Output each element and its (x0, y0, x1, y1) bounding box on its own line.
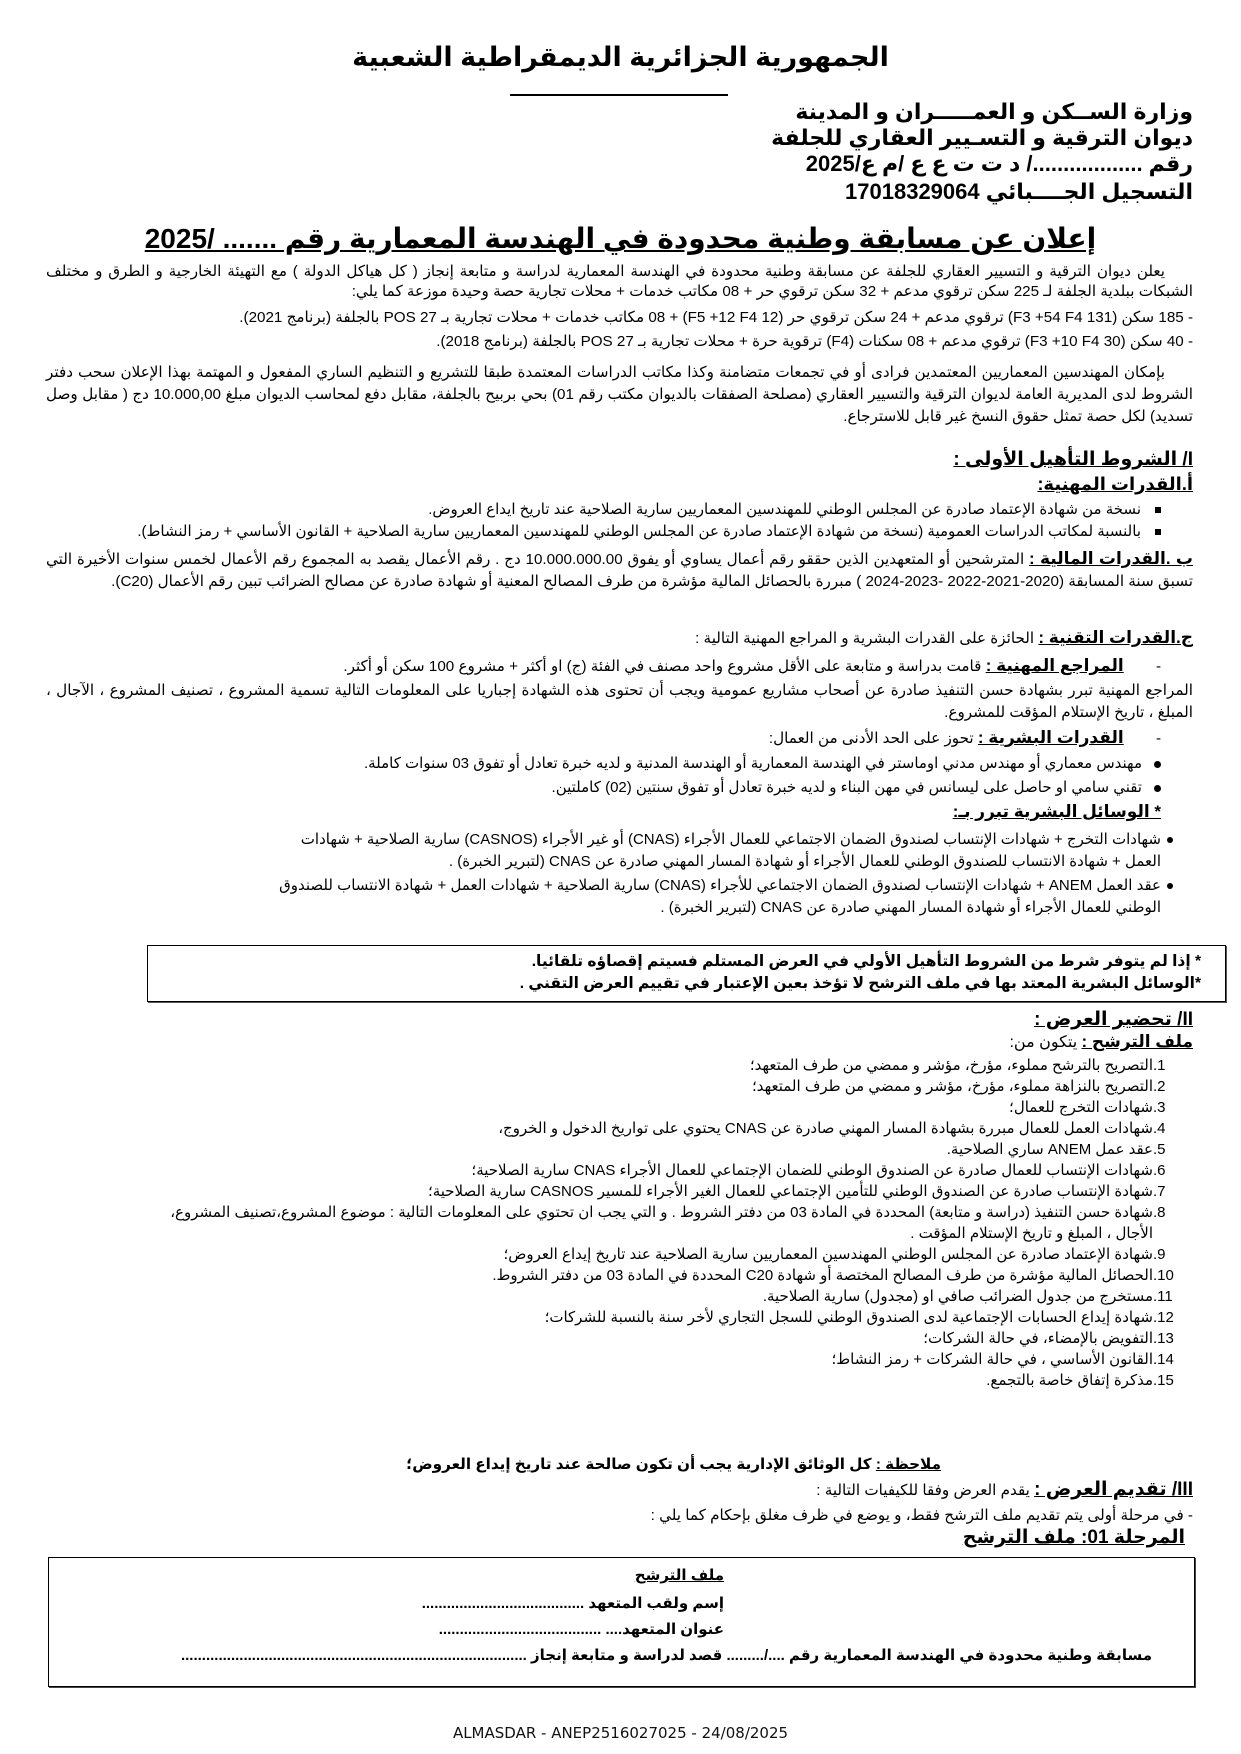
human-capacity-text: تحوز على الحد الأدنى من العمال: (768, 730, 974, 747)
document-item (545, 1308, 1193, 1327)
financial-capacity-text: المترشحين أو المتعهدين الذين حققو رقم أعمال يساوي أو يفوق 10.000.000.00 دج . رقم الأعمال يقصد به المجموع رقم الأعمال لخمس سنوات الأخيرة التي تسبق سنة المسابقة (2020-2021-2022 -2023-2024 ) مبررة بالحصائل المالية مؤشرة من طرف المصالح المعنية أو شهادة صادرة عن مصالح الضرائب تبين رقم الأعمال (C20). (46, 551, 1193, 590)
document-item (471, 1161, 1193, 1180)
square-bullet-icon (1155, 529, 1161, 535)
envelope-title: ملف الترشح (634, 1567, 724, 1584)
square-bullet-icon (1155, 507, 1161, 513)
document-item (750, 1056, 1193, 1075)
bullet-icon (1154, 785, 1161, 792)
item-number: 9. (1153, 1246, 1166, 1263)
item-number: 5. (1153, 1141, 1166, 1158)
document-item (492, 1266, 1193, 1285)
lot-item: - 40 سكن (30 F3 +10 F4) ترقوي مدعم + 08 سكنات (F4) ترقوية حرة + محلات تجارية بـ 27 POS بالجلفة (برنامج 2018). (436, 333, 1193, 350)
human-capacity-heading: القدرات البشرية : (977, 728, 1124, 747)
republic-heading: الجمهورية الجزائرية الديمقراطية الشعبية (352, 42, 889, 72)
item-number: 4. (1153, 1120, 1166, 1137)
item-number: 15. (1153, 1372, 1174, 1389)
envelope-name-line: إسم ولقب المتعهد ....................................... (421, 1595, 724, 1612)
item-text: شهادة إيداع الحسابات الإجتماعية لدى الصندوق الوطني للسجل التجاري لأخر سنة بالنسبة للشركات؛ (544, 1309, 1153, 1326)
note-label: ملاحظة : (875, 1456, 941, 1473)
item-text: مستخرج من جدول الضرائب صافي او (مجدول) سارية الصلاحية. (762, 1288, 1153, 1305)
item-number: 2. (1153, 1078, 1166, 1095)
phase-1-heading: المرحلة 01: ملف الترشح (962, 1527, 1185, 1548)
envelope-competition-line: مسابقة وطنية محدودة في الهندسة المعمارية رقم ..../......... قصد لدراسة و متابعة إنجاز ................................................................................... (180, 1647, 1152, 1664)
item-text: القانون الأساسي ، في حالة الشركات + رمز النشاط؛ (831, 1351, 1153, 1368)
references-text: قامت بدراسة و متابعة على الأقل مشروع واحد مصنف في الفئة (ج) او أكثر + مشروع 100 سكن أو أكثر. (343, 658, 982, 675)
heading-rule (510, 94, 728, 96)
item-number: 8. (1153, 1204, 1166, 1221)
professional-item: نسخة من شهادة الإعتماد صادرة عن المجلس الوطني للمهندسين المعماريين سارية الصلاحية عند تاريخ ايداع العروض. (428, 500, 1161, 520)
bullet-icon (1167, 883, 1173, 889)
references-heading: المراجع المهنية : (985, 656, 1124, 675)
item-number: 10. (1153, 1267, 1174, 1284)
human-item: مهندس معماري أو مهندس مدني اوماستر في الهندسة المعمارية أو الهندسة المدنية و لديه خبرة تعادل أو تفوق 03 سنوات كاملة. (364, 754, 1161, 774)
professional-capacity-heading: أ.القدرات المهنية: (1037, 474, 1193, 494)
item-text: شهادة الإعتماد صادرة عن المجلس الوطني المهندسين المعماريين سارية الصلاحية عند تاريخ إيداع العروض؛ (503, 1246, 1153, 1263)
item-number: 13. (1153, 1330, 1174, 1347)
item-number: 1. (1153, 1057, 1166, 1074)
document-item (1009, 1098, 1193, 1117)
human-item: تقني سامي او حاصل على ليسانس في مهن البناء و لديه خبرة تعادل أو تفوق سنتين (02) كاملتين. (552, 778, 1161, 798)
item-text: شهادات التخرج للعمال؛ (1009, 1099, 1153, 1116)
phase-text: - في مرحلة أولى يتم تقديم ملف الترشح فقط، و يوضع في ظرف مغلق بإحكام كما يلي : (650, 1507, 1193, 1524)
lot-item: - 185 سكن (131 F3 +54 F4) ترقوي مدعم + 24 سكن ترقوي حر (12 F5 +12 F4) + 08 مكاتب خدمات + محلات تجارية بـ 27 POS بالجلفة (برنامج 2021). (239, 309, 1193, 326)
item-number: 6. (1153, 1162, 1166, 1179)
eligibility-paragraph: بإمكان المهندسين المعماريين المعتمدين فرادى أو في تجمعات متضامنة وكذا مكاتب الدراسات المعتمدة طبقا للتشريع و التنظيم الساري المفعول و المهتمة بهذا الإعلان سحب دفتر الشروط لدى المديرية العامة لديوان الترقية والتسيير العقاري (مصلحة الصفقات بالديوان مكتب رقم 01) بحي بربيح بالجلفة، مقابل دفع لمحاسب الديوان مبلغ 10.000,00 دج ( مقابل وصل تسديد) لكل حصة تمثل حقوق النسخ غير قابل للاسترجاع. (46, 364, 1193, 425)
document-item (923, 1329, 1193, 1348)
document-item (503, 1245, 1193, 1264)
disqualification-notice-box (147, 945, 1226, 1002)
announcement-title: إعلان عن مسابقة وطنية محدودة في الهندسة المعمارية رقم ....... /2025 (144, 223, 1097, 254)
section-3-intro: يقدم العرض وفقا للكيفيات التالية : (816, 1482, 1030, 1499)
item-number: 7. (1153, 1183, 1166, 1200)
ministry-name: وزارة الســكن و العمـــــران و المدينة (795, 99, 1193, 124)
means-item-continued: الوطني للعمال الأجراء أو شهادة المسار المهني صادرة عن CNAS (لتبرير الخبرة) . (660, 899, 1161, 916)
intro-paragraph: يعلن ديوان الترقية و التسيير العقاري للجلفة عن مسابقة وطنية محدودة في الهندسة المعمارية لدراسة و متابعة إنجاز ( كل هياكل الدولة ) مع التهيئة الخارجية و الطرق و مختلف الشبكات ببلدية الجلفة لـ 225 سكن ترقوي مدعم + 32 سكن ترقوي حر + 08 مكاتب خدمات + محلات تجارية حصة وحيدة موزعة كما يلي: (46, 263, 1193, 300)
envelope-address-line: عنوان المتعهد.... ....................................... (438, 1621, 724, 1638)
bullet-icon (1167, 837, 1173, 843)
document-item (947, 1140, 1193, 1159)
item-text: عقد عمل ANEM ساري الصلاحية. (946, 1141, 1153, 1158)
item-text: مذكرة إتفاق خاصة بالتجمع. (986, 1372, 1153, 1389)
reference-number: رقم ................../ د ت ت ع ع /م ع/2025 (805, 151, 1193, 176)
notice-line: * إذا لم يتوفر شرط من الشروط التأهيل الأولي في العرض المستلم فسيتم إقصاؤه تلقائيا. (531, 953, 1201, 970)
item-number: 14. (1153, 1351, 1174, 1368)
item-text: شهادة الإنتساب صادرة عن الصندوق الوطني للتأمين الإجتماعي للعمال الغير الأجراء للمسير CASNOS سارية الصلاحية؛ (427, 1183, 1153, 1200)
document-item (498, 1119, 1193, 1138)
administrative-note (406, 1455, 941, 1475)
candidacy-file (1009, 1032, 1193, 1053)
tax-registration: التسجيل الجــــبائي 17018329064 (845, 179, 1193, 204)
means-item-continued: العمل + شهادة الانتساب للصندوق الوطني للعمال الأجراء أو شهادة المسار المهني صادرة عن CNAS (لتبرير الخبرة) . (448, 853, 1161, 870)
document-item (763, 1287, 1193, 1306)
professional-item: بالنسبة لمكاتب الدراسات العمومية (نسخة من شهادة الإعتماد صادرة عن المجلس الوطني للمهندسين المعماريين سارية الصلاحية + القانون الأساسي + رمز النشاط). (137, 522, 1161, 542)
item-number: 11. (1153, 1288, 1173, 1305)
item-text: التصريح بالترشح مملوء، مؤرخ، مؤشر و ممضي من طرف المتعهد؛ (749, 1057, 1153, 1074)
envelope-template-box (48, 1557, 1195, 1687)
item-text: الحصائل المالية مؤشرة من طرف المصالح المختصة أو شهادة C20 المحددة في المادة 03 من دفتر الشروط. (492, 1267, 1153, 1284)
section-2-heading: II/ تحضير العرض : (1034, 1009, 1193, 1030)
document-item-continued: الأجال ، المبلغ و تاريخ الإستلام المؤقت . (910, 1225, 1153, 1242)
document-item (752, 1077, 1193, 1096)
technical-capacity-text: الحائزة على القدرات البشرية و المراجع المهنية التالية : (695, 630, 1035, 647)
professional-references: - المراجع المهنية : قامت بدراسة و متابعة على الأقل مشروع واحد مصنف في الفئة (ج) او أكثر + مشروع 100 سكن أو أكثر. (343, 656, 1161, 675)
financial-capacity-heading: ب .القدرات المالية : (1028, 549, 1193, 568)
document-item (986, 1371, 1193, 1390)
item-text: التصريح بالنزاهة مملوء، مؤرخ، مؤشر و ممضي من طرف المتعهد؛ (751, 1078, 1153, 1095)
section-3-heading: III/ تقديم العرض : (1034, 1479, 1193, 1500)
publication-footer: ALMASDAR - ANEP2516027025 - 24/08/2025 (452, 1724, 789, 1742)
section-3 (816, 1480, 1193, 1501)
item-text: التفويض بالإمضاء، في حالة الشركات؛ (923, 1330, 1153, 1347)
means-item: شهادات التخرج + شهادات الإنتساب لصندوق الضمان الاجتماعي للعمال الأجراء (CNAS) أو غير الأجراء (CASNOS) سارية الصلاحية + شهادات (301, 830, 1173, 850)
document-item (832, 1350, 1193, 1369)
document-item (428, 1182, 1193, 1201)
document-item (170, 1203, 1193, 1222)
candidacy-file-intro: يتكون من: (1009, 1034, 1078, 1051)
notice-line: *الوسائل البشرية المعتد بها في ملف الترشح لا تؤخذ بعين الإعتبار في تقييم العرض التقني . (519, 975, 1201, 992)
section-1-heading: I/ الشروط التأهيل الأولى : (953, 449, 1193, 470)
human-means-heading: * الوسائل البشرية تبرر بـ: (952, 802, 1161, 821)
item-number: 12. (1153, 1309, 1174, 1326)
means-item: عقد العمل ANEM + شهادات الإنتساب لصندوق الضمان الاجتماعي للأجراء (CNAS) سارية الصلاحية + شهادات العمل + شهادة الانتساب للصندوق (279, 876, 1173, 896)
references-detail: المراجع المهنية تبرر بشهادة حسن التنفيذ صادرة عن أصحاب مشاريع عمومية ويجب أن تحتوى هذه الشهادة إجباريا على المعلومات التالية تسمية المشروع ، تصنيف المشروع ، الآجال ، المبلغ ، تاريخ الإستلام المؤقت للمشروع. (46, 682, 1193, 721)
item-text: شهادات العمل للعمال مبررة بشهادة المسار المهني صادرة عن CNAS يحتوي على تواريخ الدخول و الخروج، (498, 1120, 1153, 1137)
bullet-icon (1154, 761, 1161, 768)
item-text: شهادات الإنتساب للعمال صادرة عن الصندوق الوطني للضمان الإجتماعي للعمال الأجراء CNAS سارية الصلاحية؛ (471, 1162, 1153, 1179)
item-number: 3. (1153, 1099, 1166, 1116)
office-name: ديوان الترقية و التسـيير العقاري للجلفة (771, 125, 1193, 150)
technical-capacity (695, 628, 1193, 649)
technical-capacity-heading: ج.القدرات التقنية : (1038, 628, 1193, 647)
note-text: كل الوثائق الإدارية يجب أن تكون صالحة عند تاريخ إيداع العروض؛ (406, 1456, 872, 1473)
financial-capacity (46, 548, 1193, 593)
item-text: شهادة حسن التنفيذ (دراسة و متابعة) المحددة في المادة 03 من دفتر الشروط . و التي يجب ان تحتوي على المعلومات التالية : موضوع المشروع،تصنيف المشروع، (170, 1204, 1153, 1221)
human-capacity: - القدرات البشرية : تحوز على الحد الأدنى من العمال: (768, 728, 1161, 747)
candidacy-file-heading: ملف الترشح : (1081, 1032, 1193, 1051)
